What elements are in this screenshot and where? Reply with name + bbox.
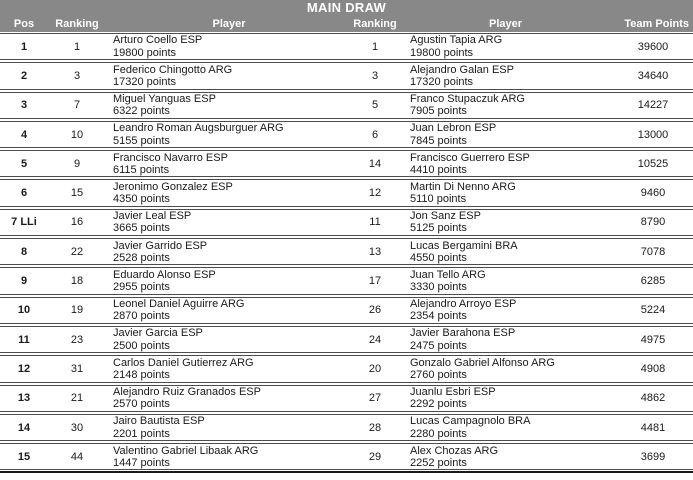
- ranking-cell-1: 31: [70, 362, 84, 375]
- player-name-2: Juan Tello ARG: [410, 268, 486, 281]
- table-row: [0, 326, 693, 353]
- player-cell-1: [106, 357, 352, 381]
- player-name-1: Valentino Gabriel Libaak ARG: [113, 444, 259, 457]
- pos-cell: 8: [20, 245, 28, 258]
- table-row: [0, 62, 693, 89]
- player-points-2: 2252 points: [410, 456, 467, 469]
- player-cell-1: [106, 210, 352, 234]
- player-name-2: Martin Di Nenno ARG: [410, 180, 516, 193]
- ranking-cell-1: 23: [70, 333, 84, 346]
- ranking-cell-2: 26: [368, 304, 382, 317]
- player-name-1: Carlos Daniel Gutierrez ARG: [113, 356, 254, 369]
- player-points-1: 1447 points: [113, 456, 170, 469]
- ranking-cell-2: 20: [368, 362, 382, 375]
- player-name-2: Agustin Tapia ARG: [410, 34, 503, 47]
- player-points-1: 3665 points: [113, 222, 170, 235]
- player-name-1: Javier Garrido ESP: [113, 239, 208, 252]
- ranking-cell-2: 14: [368, 157, 382, 170]
- pos-cell: 2: [20, 69, 28, 82]
- pos-cell: 5: [20, 157, 28, 170]
- player-cell-1: [106, 386, 352, 410]
- pos-cell: 12: [17, 362, 31, 375]
- team-points-cell: 4975: [640, 333, 666, 346]
- team-points-cell: 14227: [637, 99, 669, 112]
- player-cell-1: [106, 181, 352, 205]
- pos-cell: 7 LLi: [11, 216, 37, 229]
- player-points-1: 2500 points: [113, 339, 170, 352]
- team-points-cell: 4481: [640, 421, 666, 434]
- column-header-player-2: Player: [488, 18, 523, 30]
- player-points-1: 5155 points: [113, 134, 170, 147]
- player-cell-1: [106, 152, 352, 176]
- team-points-cell: 4862: [640, 392, 666, 405]
- player-name-1: Javier Garcia ESP: [113, 327, 203, 340]
- player-cell-1: [106, 122, 352, 146]
- team-points-cell: 39600: [637, 40, 669, 53]
- team-points-cell: 6285: [640, 275, 666, 288]
- player-cell-1: [106, 93, 352, 117]
- ranking-cell-1: 22: [70, 245, 84, 258]
- pos-cell: 11: [18, 333, 30, 346]
- column-header-player-1: Player: [212, 18, 246, 30]
- player-cell-1: [106, 327, 352, 351]
- player-cell-1: [106, 269, 352, 293]
- player-name-2: Francisco Guerrero ESP: [410, 151, 530, 164]
- table-row: [0, 179, 693, 206]
- team-points-cell: 13000: [637, 128, 669, 141]
- player-points-1: 2955 points: [113, 281, 170, 294]
- player-points-2: 5125 points: [410, 222, 467, 235]
- column-header-ranking-2: Ranking: [353, 18, 397, 30]
- ranking-cell-1: 19: [70, 304, 84, 317]
- player-cell-2: [398, 357, 613, 381]
- table-row: [0, 297, 693, 324]
- column-header-team-points: Team Points: [624, 18, 689, 30]
- ranking-cell-2: 1: [371, 40, 379, 53]
- ranking-cell-1: 15: [70, 187, 84, 200]
- player-name-1: Jairo Bautista ESP: [113, 415, 205, 428]
- pos-cell: 1: [20, 40, 28, 53]
- player-cell-1: [106, 298, 352, 322]
- ranking-cell-2: 29: [368, 450, 382, 463]
- team-points-cell: 9460: [640, 187, 666, 200]
- ranking-cell-2: 3: [371, 69, 379, 82]
- player-points-1: 6115 points: [113, 163, 170, 176]
- player-name-2: Alejandro Arroyo ESP: [410, 298, 517, 311]
- player-name-2: Alejandro Galan ESP: [410, 63, 514, 76]
- page-title: MAIN DRAW: [0, 0, 693, 16]
- team-points-cell: 7078: [640, 245, 666, 258]
- ranking-cell-2: 17: [368, 275, 382, 288]
- player-cell-1: [106, 445, 352, 469]
- ranking-cell-1: 10: [70, 128, 84, 141]
- pos-cell: 6: [20, 187, 28, 200]
- player-name-2: Gonzalo Gabriel Alfonso ARG: [410, 356, 555, 369]
- player-name-2: Juanlu Esbri ESP: [410, 386, 496, 398]
- player-name-1: Jeronimo Gonzalez ESP: [113, 180, 233, 193]
- table-column-header: [0, 16, 693, 32]
- player-points-2: 2354 points: [410, 310, 467, 323]
- pos-cell: 3: [20, 99, 28, 112]
- ranking-cell-1: 7: [73, 99, 81, 112]
- player-name-2: Jon Sanz ESP: [410, 210, 481, 223]
- ranking-cell-2: 24: [368, 333, 382, 346]
- player-cell-2: [398, 240, 613, 264]
- player-name-2: Javier Barahona ESP: [410, 327, 516, 340]
- player-points-1: 2528 points: [113, 251, 170, 264]
- player-cell-2: [398, 269, 613, 293]
- player-cell-2: [398, 93, 613, 117]
- player-points-2: 2760 points: [410, 368, 467, 381]
- player-name-1: Miguel Yanguas ESP: [113, 93, 216, 106]
- pos-cell: 10: [17, 304, 31, 317]
- team-points-cell: 4908: [640, 362, 666, 375]
- player-points-1: 17320 points: [113, 75, 176, 88]
- player-points-2: 4410 points: [410, 163, 467, 176]
- player-points-2: 17320 points: [410, 75, 473, 88]
- pos-cell: 15: [17, 450, 31, 463]
- team-points-cell: 8790: [640, 216, 666, 229]
- ranking-cell-1: 21: [70, 392, 84, 405]
- ranking-cell-2: 11: [369, 216, 381, 229]
- player-points-1: 2201 points: [113, 427, 170, 440]
- table-body: [0, 32, 693, 473]
- table-row: [0, 267, 693, 294]
- pos-cell: 9: [20, 275, 28, 288]
- player-cell-2: [398, 64, 613, 88]
- ranking-cell-2: 27: [368, 392, 382, 405]
- player-cell-1: [106, 34, 352, 58]
- ranking-cell-1: 44: [70, 450, 84, 463]
- table-row: [0, 209, 693, 236]
- ranking-cell-1: 16: [70, 216, 84, 229]
- table-row: [0, 150, 693, 177]
- ranking-cell-2: 5: [371, 99, 379, 112]
- player-name-1: Francisco Navarro ESP: [113, 151, 228, 164]
- table-row: [0, 414, 693, 441]
- team-points-cell: 10525: [637, 157, 669, 170]
- player-name-2: Lucas Bergamini BRA: [410, 239, 518, 252]
- player-points-1: 6322 points: [113, 105, 170, 118]
- player-name-1: Leonel Daniel Aguirre ARG: [113, 298, 245, 311]
- table-row: [0, 121, 693, 148]
- player-points-2: 19800 points: [410, 46, 473, 59]
- player-name-2: Lucas Campagnolo BRA: [410, 415, 531, 428]
- player-name-1: Alejandro Ruiz Granados ESP: [113, 386, 261, 398]
- player-points-2: 2475 points: [410, 339, 467, 352]
- player-points-1: 19800 points: [113, 46, 176, 59]
- player-points-2: 7905 points: [410, 105, 467, 118]
- player-cell-1: [106, 240, 352, 264]
- ranking-cell-2: 6: [371, 128, 379, 141]
- player-points-1: 4350 points: [113, 193, 170, 206]
- player-name-1: Eduardo Alonso ESP: [113, 268, 216, 281]
- player-name-1: Javier Leal ESP: [113, 210, 192, 223]
- pos-cell: 14: [17, 421, 31, 434]
- ranking-cell-2: 28: [368, 421, 382, 434]
- ranking-cell-2: 12: [368, 187, 382, 200]
- player-cell-2: [398, 298, 613, 322]
- table-row: [0, 92, 693, 119]
- table-row: [0, 238, 693, 265]
- player-cell-2: [398, 386, 613, 410]
- player-points-2: 4550 points: [410, 251, 467, 264]
- player-points-1: 2148 points: [113, 368, 170, 381]
- player-points-1: 2570 points: [113, 398, 170, 411]
- player-cell-2: [398, 122, 613, 146]
- table-row: [0, 385, 693, 412]
- player-name-1: Federico Chingotto ARG: [113, 63, 233, 76]
- player-points-2: 7845 points: [410, 134, 467, 147]
- table-row: [0, 443, 693, 470]
- player-name-2: Alex Chozas ARG: [410, 444, 499, 457]
- ranking-cell-1: 30: [70, 421, 84, 434]
- player-points-2: 2292 points: [410, 398, 467, 411]
- player-name-2: Franco Stupaczuk ARG: [410, 93, 525, 106]
- column-header-pos: Pos: [13, 18, 35, 30]
- column-header-ranking-1: Ranking: [55, 18, 99, 30]
- ranking-cell-1: 3: [73, 69, 81, 82]
- player-cell-2: [398, 152, 613, 176]
- pos-cell: 13: [17, 392, 31, 405]
- team-points-cell: 3699: [640, 450, 666, 463]
- ranking-cell-2: 13: [368, 245, 382, 258]
- player-name-2: Juan Lebron ESP: [410, 122, 497, 135]
- player-cell-2: [398, 34, 613, 58]
- player-cell-2: [398, 210, 613, 234]
- team-points-cell: 34640: [637, 69, 669, 82]
- player-cell-2: [398, 181, 613, 205]
- player-points-2: 3330 points: [410, 281, 467, 294]
- ranking-cell-1: 1: [73, 40, 81, 53]
- ranking-cell-1: 18: [70, 275, 84, 288]
- player-cell-1: [106, 64, 352, 88]
- player-cell-2: [398, 327, 613, 351]
- team-points-cell: 5224: [640, 304, 666, 317]
- player-cell-2: [398, 415, 613, 439]
- pos-cell: 4: [20, 128, 28, 141]
- ranking-cell-1: 9: [73, 157, 81, 170]
- player-points-1: 2870 points: [113, 310, 170, 323]
- player-points-2: 2280 points: [410, 427, 467, 440]
- player-name-1: Arturo Coello ESP: [113, 34, 203, 47]
- player-name-1: Leandro Roman Augsburguer ARG: [113, 122, 284, 135]
- table-row: [0, 33, 693, 60]
- table-row: [0, 355, 693, 382]
- player-points-2: 5110 points: [410, 193, 467, 206]
- player-cell-1: [106, 415, 352, 439]
- player-cell-2: [398, 445, 613, 469]
